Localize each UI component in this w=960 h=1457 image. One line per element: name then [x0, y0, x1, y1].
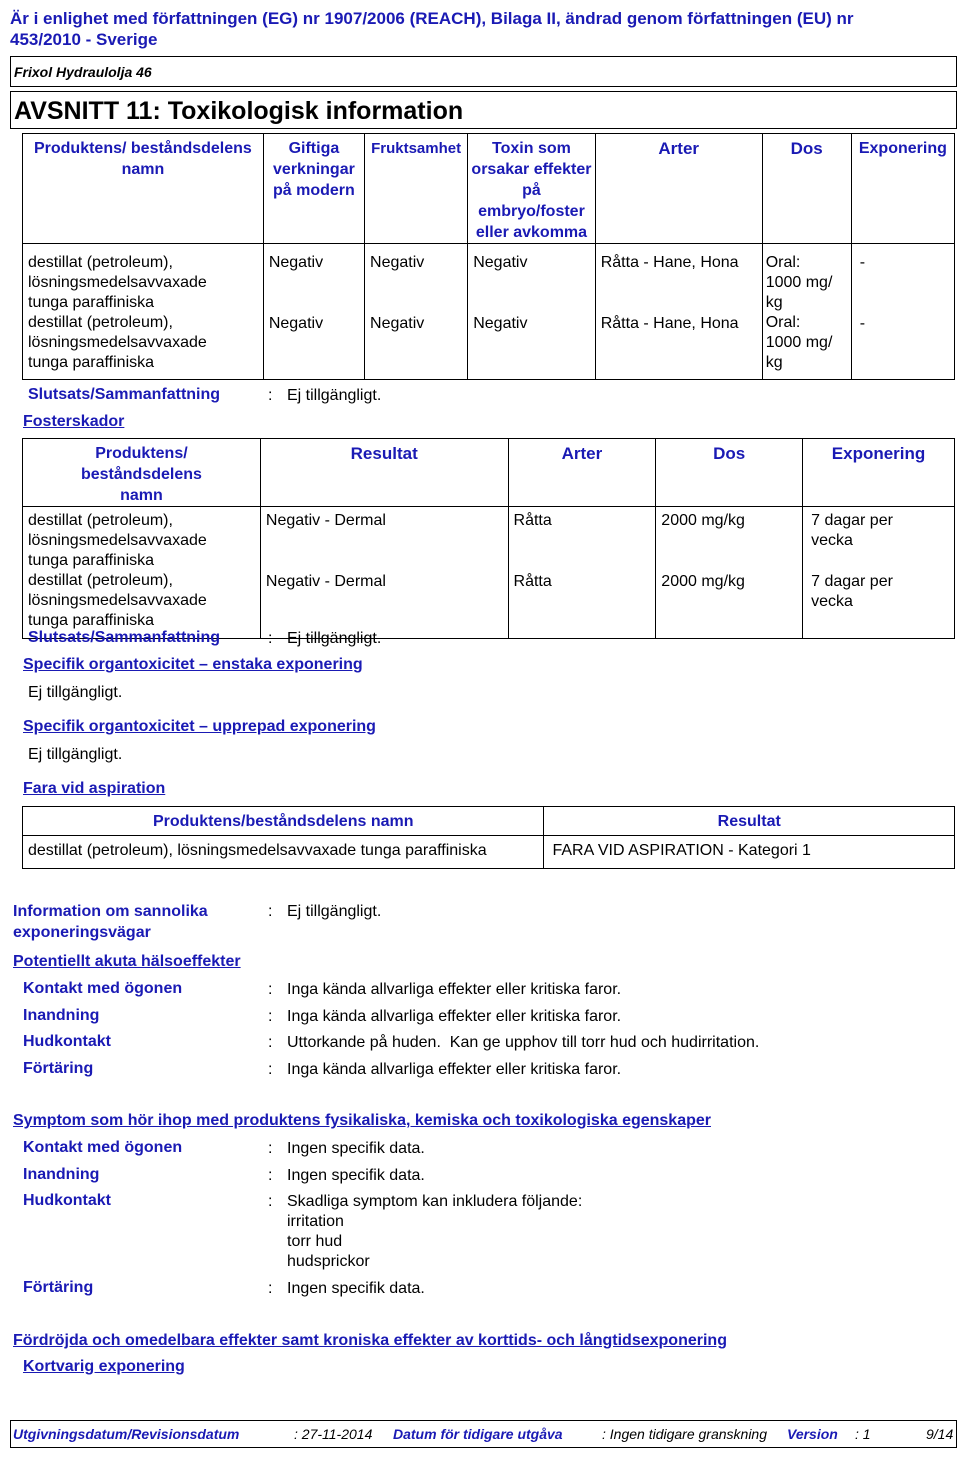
repro-name-line: lösningsmedelsavvaxade: [28, 274, 207, 291]
repro-exposure-value: -: [859, 254, 866, 271]
symptom-value: Ingen specifik data.: [287, 1140, 425, 1157]
section-title-box: [10, 91, 957, 129]
acute-colon: :: [268, 1034, 273, 1051]
col-header-name-label: Produktens/ beståndsdelens namn: [80, 445, 202, 504]
repro-species-cell: [595, 244, 762, 380]
col-header-toxic-label: Giftiga verkningar på modern: [273, 140, 355, 199]
foster-exposure-line: vecka: [811, 532, 853, 549]
summary-label: Slutsats/Sammanfattning: [28, 629, 221, 646]
repro-fertility-value: Negativ: [370, 254, 425, 271]
stot-single-value: Ej tillgängligt.: [28, 684, 123, 701]
col-header-exposure: Exponering: [851, 134, 954, 244]
col-header-species: Arter: [595, 134, 762, 244]
acute-value: Inga kända allvarliga effekter eller kritiska faror.: [287, 981, 622, 998]
repro-toxic-value: Negativ: [268, 254, 324, 271]
footer-issue-label: Utgivningsdatum/Revisionsdatum: [13, 1426, 240, 1442]
symptom-colon: :: [268, 1193, 273, 1210]
symptom-value-list: [287, 1192, 582, 1272]
repro-exposure-value: -: [859, 315, 866, 332]
repro-name-line: destillat (petroleum),: [28, 314, 173, 331]
acute-colon: :: [268, 981, 273, 998]
repro-name-line: tunga paraffiniska: [28, 294, 155, 311]
exposure-routes-value: Ej tillgängligt.: [287, 903, 382, 920]
footer-version-value: : 1: [855, 1426, 871, 1442]
repro-toxic-value: Negativ: [268, 315, 324, 332]
foster-dose-cell: [656, 507, 803, 639]
acute-label: Inandning: [23, 1007, 100, 1024]
repro-name-line: tunga paraffiniska: [28, 354, 155, 371]
col-header-species: Arter: [508, 439, 656, 507]
symptoms-title: Symptom som hör ihop med produktens fysikaliska, kemiska och toxikologiska egenskaper: [13, 1112, 711, 1129]
col-header-result: Resultat: [544, 807, 955, 836]
col-header-toxic: [263, 134, 364, 244]
teratogenicity-table: [22, 438, 955, 639]
col-header-name: Produktens/ beståndsdelens namn: [23, 134, 264, 244]
stot-repeated-value: Ej tillgängligt.: [28, 746, 123, 763]
repro-dose-line: 1000 mg/: [765, 334, 833, 351]
symptom-colon: :: [268, 1167, 273, 1184]
foster-name-line: destillat (petroleum),: [28, 512, 173, 529]
repro-dose-line: Oral:: [765, 314, 801, 331]
foster-name-line: tunga paraffiniska: [28, 552, 155, 569]
exposure-routes-label: Information om sannolika exponeringsvägar: [13, 903, 208, 941]
reproductive-toxicity-table: [22, 133, 955, 380]
col-header-exposure: Exponering: [803, 439, 955, 507]
foster-name-line: lösningsmedelsavvaxade: [28, 592, 207, 609]
col-header-name: Produktens/beståndsdelens namn: [23, 807, 544, 836]
repro-fertility-value: Negativ: [370, 315, 425, 332]
summary-value: Ej tillgängligt.: [287, 387, 382, 404]
col-header-fertility: Fruktsamhet: [365, 134, 468, 244]
foster-result-value: Negativ - Dermal: [265, 573, 386, 590]
footer-version-label: Version: [787, 1426, 838, 1442]
symptom-line: hudsprickor: [287, 1253, 370, 1270]
foster-exposure-line: vecka: [811, 593, 853, 610]
aspiration-result-cell: FARA VID ASPIRATION - Kategori 1: [544, 836, 955, 869]
foster-dose-value: 2000 mg/kg: [661, 573, 745, 590]
symptom-line: torr hud: [287, 1233, 343, 1250]
regulation-header-line1: Är i enlighet med författningen (EG) nr 1907/2006 (REACH), Bilaga II, ändrad genom författningen (EU) nr: [10, 9, 854, 28]
repro-dose-line: kg: [765, 294, 783, 311]
footer-page-number: 9/14: [926, 1426, 954, 1442]
symptom-label: Förtäring: [23, 1279, 94, 1296]
col-header-dose: Dos: [762, 134, 851, 244]
repro-dose-line: kg: [765, 354, 783, 371]
repro-dose-line: 1000 mg/: [765, 274, 833, 291]
col-header-embryo-label: Toxin som orsakar effekter på embryo/foster eller avkomma: [471, 140, 592, 241]
foster-name-line: tunga paraffiniska: [28, 612, 155, 629]
summary-label: Slutsats/Sammanfattning: [28, 386, 221, 403]
footer-issue-value: : 27-11-2014: [294, 1426, 373, 1442]
col-header-result: Resultat: [260, 439, 508, 507]
product-name-box: [10, 56, 957, 87]
foster-exposure-cell: [803, 507, 955, 639]
symptom-value: Ingen specifik data.: [287, 1280, 425, 1297]
acute-effects-title: Potentiellt akuta hälsoeffekter: [13, 953, 241, 970]
product-name: Frixol Hydraulolja 46: [14, 64, 152, 80]
col-header-name: [23, 439, 261, 507]
repro-name-cell: [23, 244, 264, 380]
repro-exposure-cell: [851, 244, 954, 380]
symptom-colon: :: [268, 1280, 273, 1297]
repro-dose-line: Oral:: [765, 254, 801, 271]
symptom-label: Kontakt med ögonen: [23, 1139, 183, 1156]
repro-species-value: Råtta - Hane, Hona: [600, 315, 739, 332]
repro-embryo-cell: [468, 244, 596, 380]
foster-exposure-line: 7 dagar per: [811, 573, 893, 590]
repro-species-value: Råtta - Hane, Hona: [600, 254, 739, 271]
delayed-effects-title: Fördröjda och omedelbara effekter samt kroniska effekter av korttids- och långtidsexponering: [13, 1332, 727, 1349]
repro-embryo-value: Negativ: [473, 254, 528, 271]
foster-species-cell: [508, 507, 656, 639]
stot-single-title: Specifik organtoxicitet – enstaka exponering: [23, 656, 363, 673]
symptom-value: Ingen specifik data.: [287, 1167, 425, 1184]
col-header-embryo: [468, 134, 596, 244]
col-header-dose: Dos: [656, 439, 803, 507]
exposure-routes-colon: :: [268, 903, 273, 920]
foster-name-line: lösningsmedelsavvaxade: [28, 532, 207, 549]
repro-fertility-cell: [365, 244, 468, 380]
foster-result-cell: [260, 507, 508, 639]
footer-prev-label: Datum för tidigare utgåva: [393, 1426, 563, 1442]
symptom-label: Inandning: [23, 1166, 100, 1183]
symptom-line: irritation: [287, 1213, 344, 1230]
summary-colon: :: [268, 630, 273, 647]
foster-name-line: destillat (petroleum),: [28, 572, 173, 589]
repro-name-line: destillat (petroleum),: [28, 254, 173, 271]
aspiration-table: [22, 806, 955, 869]
section-title: AVSNITT 11: Toxikologisk information: [14, 97, 464, 125]
acute-label: Kontakt med ögonen: [23, 980, 183, 997]
repro-dose-cell: [762, 244, 851, 380]
summary-colon: :: [268, 387, 273, 404]
foster-name-cell: [23, 507, 261, 639]
foster-species-value: Råtta: [513, 512, 552, 529]
symptom-line: Skadliga symptom kan inkludera följande:: [287, 1193, 583, 1210]
aspiration-title: Fara vid aspiration: [23, 780, 166, 797]
regulation-header-line2: 453/2010 - Sverige: [10, 30, 158, 49]
acute-colon: :: [268, 1061, 273, 1078]
short-term-title: Kortvarig exponering: [23, 1358, 185, 1375]
foster-result-value: Negativ - Dermal: [265, 512, 386, 529]
foster-exposure-line: 7 dagar per: [811, 512, 893, 529]
acute-value: Inga kända allvarliga effekter eller kritiska faror.: [287, 1008, 622, 1025]
symptom-colon: :: [268, 1140, 273, 1157]
acute-value: Inga kända allvarliga effekter eller kritiska faror.: [287, 1061, 622, 1078]
stot-repeated-title: Specifik organtoxicitet – upprepad exponering: [23, 718, 376, 735]
repro-embryo-value: Negativ: [473, 315, 528, 332]
fosterskador-title: Fosterskador: [23, 413, 125, 430]
foster-dose-value: 2000 mg/kg: [661, 512, 745, 529]
acute-colon: :: [268, 1008, 273, 1025]
summary-value: Ej tillgängligt.: [287, 630, 382, 647]
repro-toxic-cell: [263, 244, 364, 380]
symptom-label: Hudkontakt: [23, 1192, 111, 1209]
acute-label: Förtäring: [23, 1060, 94, 1077]
repro-name-line: lösningsmedelsavvaxade: [28, 334, 207, 351]
acute-label: Hudkontakt: [23, 1033, 111, 1050]
foster-species-value: Råtta: [513, 573, 552, 590]
aspiration-name-cell: destillat (petroleum), lösningsmedelsavvaxade tunga paraffiniska: [23, 836, 544, 869]
footer-prev-value: : Ingen tidigare granskning: [602, 1426, 767, 1442]
acute-value: Uttorkande på huden. Kan ge upphov till torr hud och hudirritation.: [287, 1034, 760, 1051]
